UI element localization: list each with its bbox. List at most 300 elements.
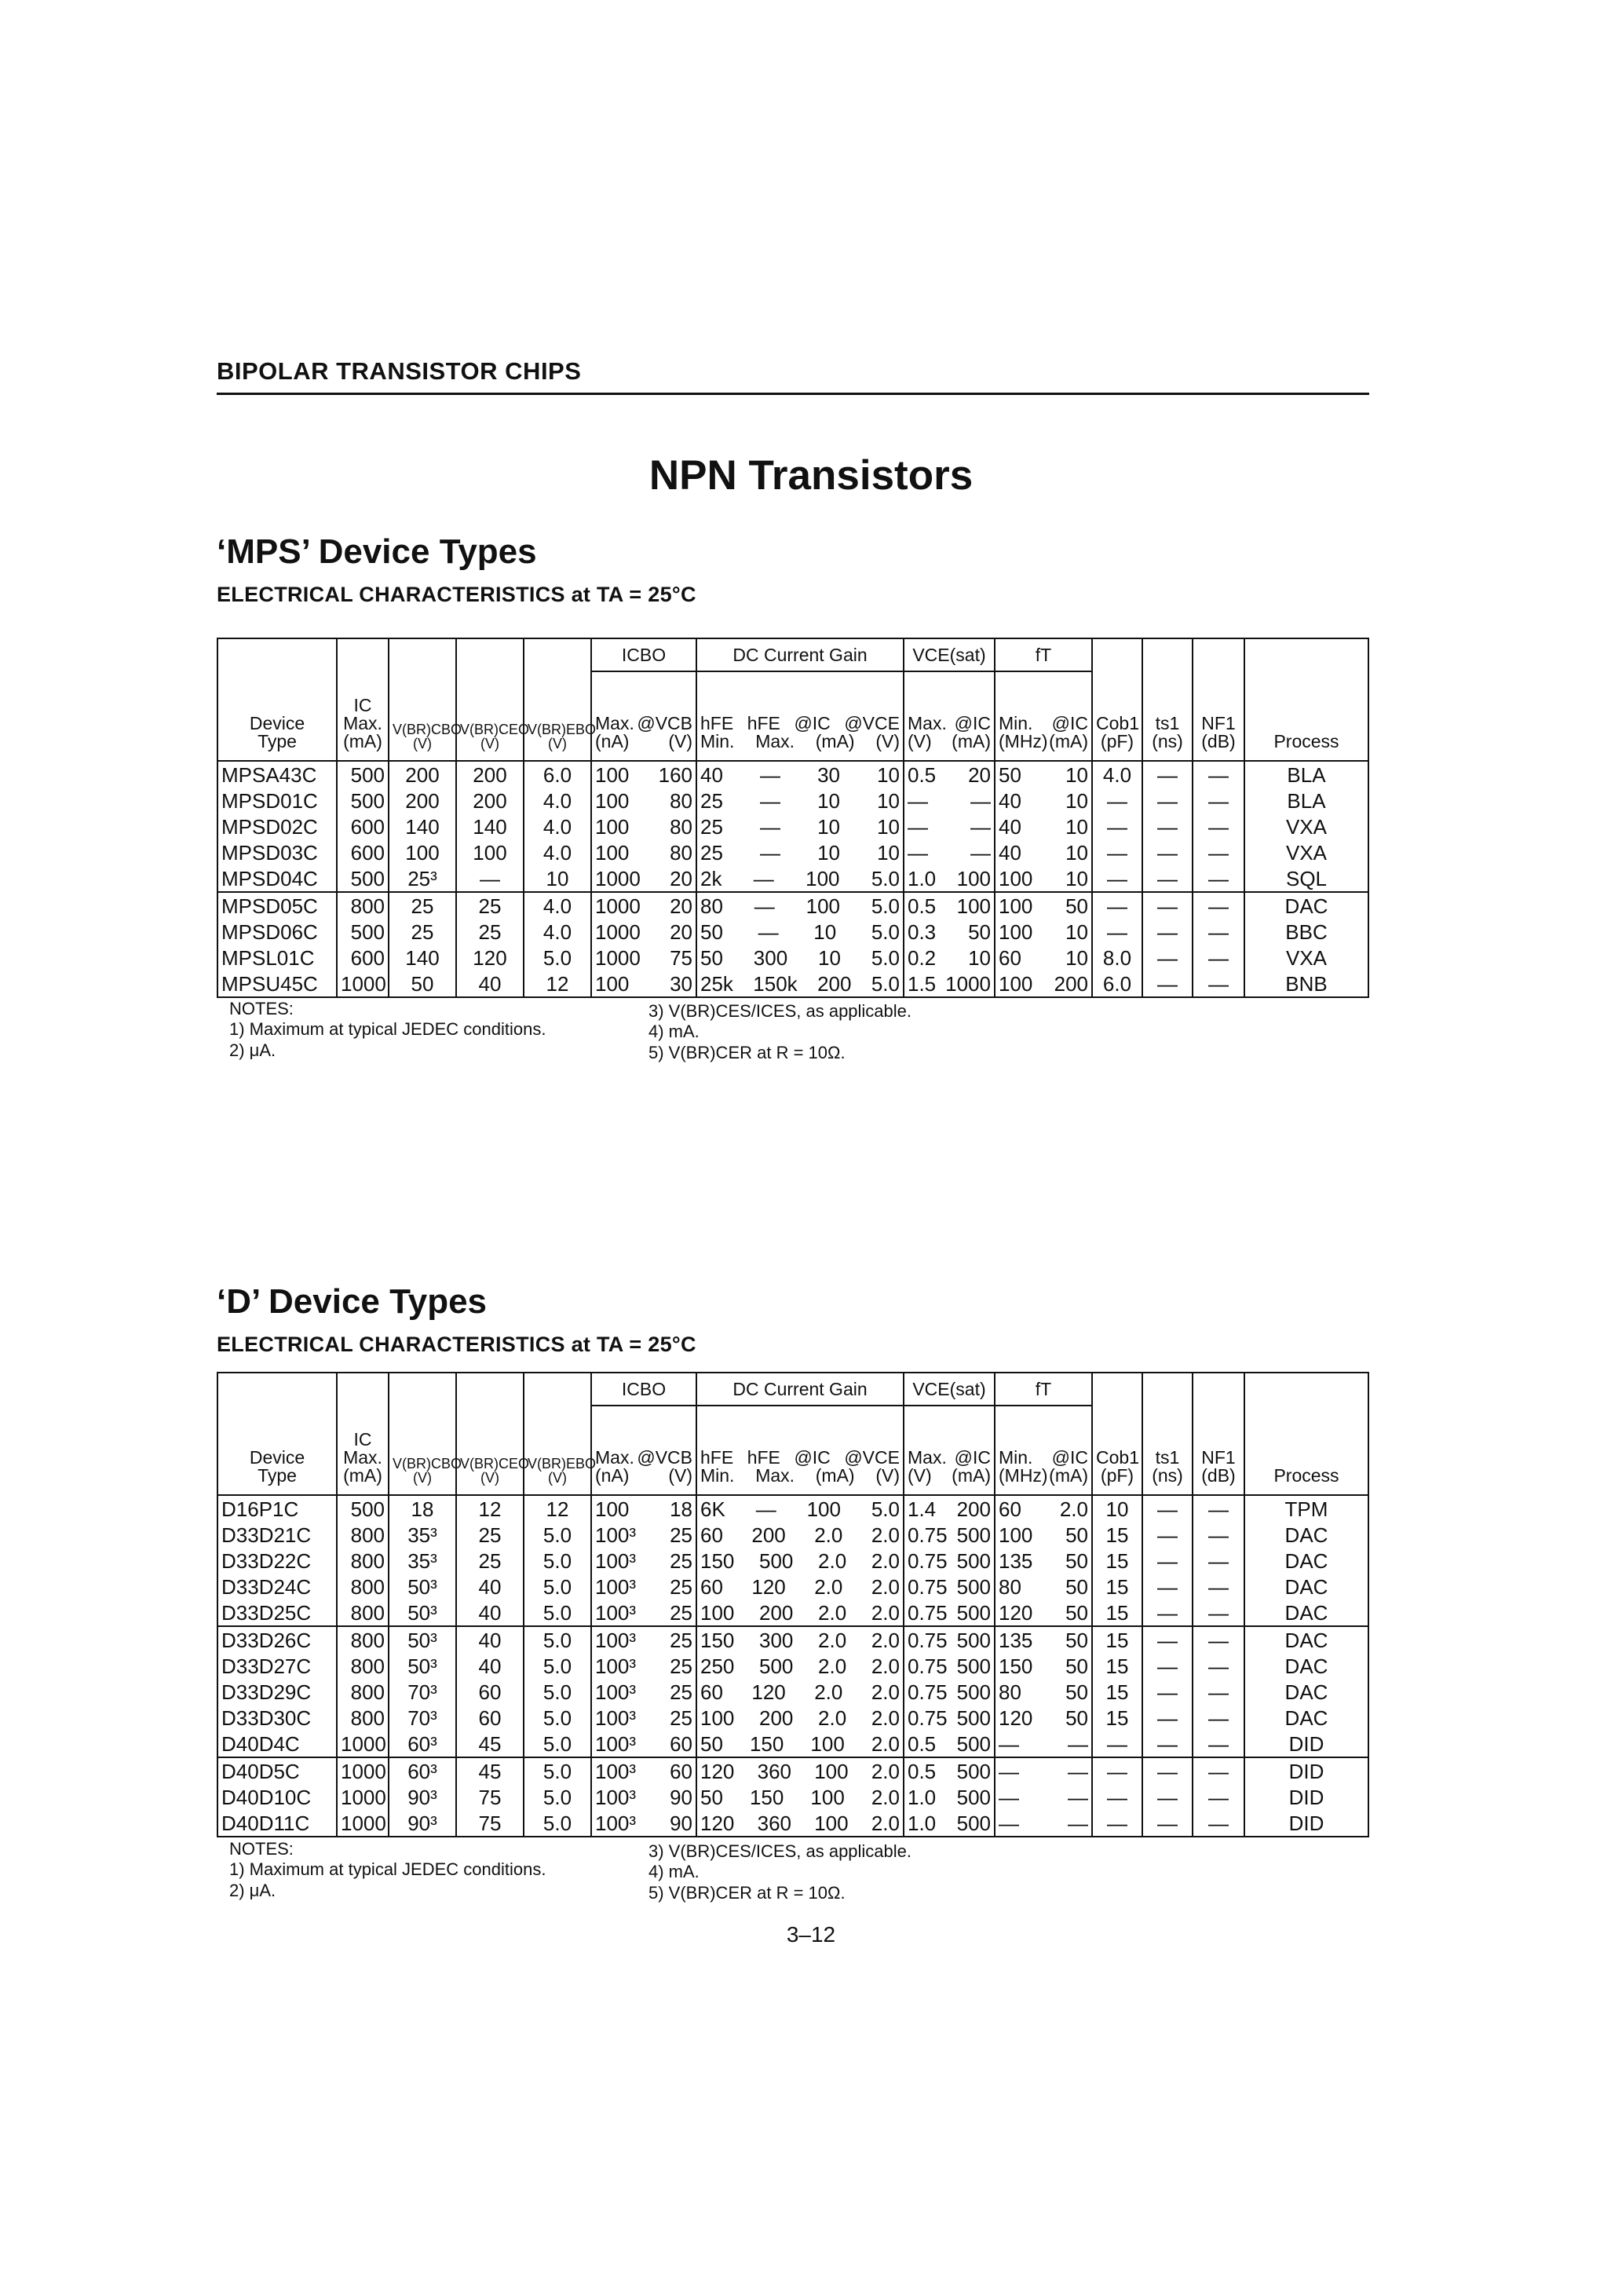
icbo-cell xyxy=(591,1653,696,1679)
table-row xyxy=(217,1784,1368,1810)
cell-value: — xyxy=(1068,1759,1088,1783)
cell-value: 80 xyxy=(999,1574,1021,1599)
table-row xyxy=(217,892,1368,919)
cell-value: 2.0 xyxy=(871,1628,900,1652)
ic-cell: 1000 xyxy=(337,1757,389,1784)
cell-value: 100 xyxy=(806,1497,841,1521)
cob-cell: 15 xyxy=(1092,1626,1142,1653)
table-row xyxy=(217,1679,1368,1705)
cell-value: — xyxy=(1068,1811,1088,1835)
cell-value: 60 xyxy=(999,1497,1021,1521)
vbrceo-cell: 25 xyxy=(456,892,524,919)
gain-cell xyxy=(696,1600,904,1626)
vbrcbo-cell: 35³ xyxy=(389,1522,456,1548)
gain-cell xyxy=(696,1548,904,1574)
icbo-cell xyxy=(591,813,696,839)
ft-cell xyxy=(995,788,1092,813)
ic-cell: 800 xyxy=(337,1653,389,1679)
cob-header: Cob1 (pF) xyxy=(1092,671,1142,761)
process-cell: VXA xyxy=(1244,945,1368,971)
vbrebo-cell: 12 xyxy=(524,971,591,997)
cell-value: 100³ xyxy=(595,1680,637,1704)
ic-cell: 500 xyxy=(337,865,389,892)
cell-value: 100³ xyxy=(595,1523,637,1547)
vcesat-cell xyxy=(904,1731,995,1757)
cell-value: 1000 xyxy=(595,919,641,944)
cell-value: 100 xyxy=(595,1497,630,1521)
cell-value: 0.75 xyxy=(908,1628,948,1652)
cell-value: 120 xyxy=(700,1811,735,1835)
section-subtitle-mps: ELECTRICAL CHARACTERISTICS at TA = 25°C xyxy=(217,583,696,606)
cob-cell: 4.0 xyxy=(1092,761,1142,788)
cell-value: 2.0 xyxy=(818,1706,847,1730)
cell-value: 500 xyxy=(759,1654,794,1678)
cell-value: 5.0 xyxy=(871,894,900,918)
vbrebo-cell: 5.0 xyxy=(524,945,591,971)
cell-value: 20 xyxy=(670,866,692,890)
vbrcbo-cell: 100 xyxy=(389,839,456,865)
cell-value: 0.2 xyxy=(908,945,937,970)
cell-value: 40 xyxy=(999,840,1021,865)
icbo-cell xyxy=(591,761,696,788)
ft-cell xyxy=(995,1548,1092,1574)
cell-value: 100 xyxy=(595,814,630,839)
icbo-cell xyxy=(591,865,696,892)
vcesat-cell xyxy=(904,1495,995,1522)
cell-value: 50 xyxy=(700,945,723,970)
ic-cell: 800 xyxy=(337,1679,389,1705)
ft-cell xyxy=(995,1705,1092,1731)
ts-cell: — xyxy=(1142,813,1193,839)
ts-header: ts1 (ns) xyxy=(1142,1406,1193,1495)
ts-cell: — xyxy=(1142,1757,1193,1784)
cell-value: 300 xyxy=(759,1628,794,1652)
ft-cell xyxy=(995,892,1092,919)
ts-cell: — xyxy=(1142,892,1193,919)
ic-cell: 500 xyxy=(337,761,389,788)
cob-cell: — xyxy=(1092,839,1142,865)
cell-value: 1.5 xyxy=(908,971,937,996)
vbrebo-cell: 5.0 xyxy=(524,1757,591,1784)
vbrceo-cell: — xyxy=(456,865,524,892)
process-cell: BLA xyxy=(1244,788,1368,813)
process-cell: VXA xyxy=(1244,813,1368,839)
vbrcbo-cell: 140 xyxy=(389,945,456,971)
vbrebo-cell: 4.0 xyxy=(524,839,591,865)
nf-header: NF1 (dB) xyxy=(1193,671,1244,761)
vbrebo-cell: 5.0 xyxy=(524,1626,591,1653)
vcesat-cell xyxy=(904,1522,995,1548)
cell-value: 100³ xyxy=(595,1628,637,1652)
ft-cell xyxy=(995,1784,1092,1810)
ts-cell: — xyxy=(1142,865,1193,892)
cell-value: 100³ xyxy=(595,1731,637,1756)
icbo-cell xyxy=(591,1679,696,1705)
cell-value: 100 xyxy=(999,971,1033,996)
process-header: Process xyxy=(1244,1406,1368,1495)
cell-value: 500 xyxy=(956,1628,991,1652)
process-cell: BBC xyxy=(1244,919,1368,945)
nf-cell: — xyxy=(1193,1784,1244,1810)
cell-value: 2.0 xyxy=(814,1574,843,1599)
cell-value: 500 xyxy=(956,1706,991,1730)
cell-value: 5.0 xyxy=(871,866,900,890)
cell-value: 150 xyxy=(749,1785,784,1809)
cell-value: — xyxy=(755,1497,776,1521)
nf-cell: — xyxy=(1193,919,1244,945)
icbo-cell xyxy=(591,788,696,813)
gain-cell xyxy=(696,1784,904,1810)
device-type-cell: D33D27C xyxy=(217,1653,337,1679)
vbrcbo-cell: 25 xyxy=(389,892,456,919)
cell-value: 2.0 xyxy=(1059,1497,1088,1521)
cell-value: 150 xyxy=(749,1731,784,1756)
cell-value: 1000 xyxy=(595,866,641,890)
vbrceo-cell: 75 xyxy=(456,1784,524,1810)
cell-value: 200 xyxy=(817,971,852,996)
cell-value: — xyxy=(1068,1731,1088,1756)
cell-value: 10 xyxy=(877,814,900,839)
vcesat-cell xyxy=(904,1679,995,1705)
cell-value: 1.0 xyxy=(908,1811,937,1835)
cell-value: 10 xyxy=(817,840,840,865)
cell-value: 40 xyxy=(999,814,1021,839)
vcesat-cell xyxy=(904,971,995,997)
cob-cell: 15 xyxy=(1092,1574,1142,1600)
cell-value: 0.5 xyxy=(908,894,937,918)
ic-cell: 800 xyxy=(337,1522,389,1548)
table-row xyxy=(217,788,1368,813)
vbrceo-cell: 40 xyxy=(456,971,524,997)
device-type-cell: D40D11C xyxy=(217,1810,337,1837)
ft-cell xyxy=(995,1522,1092,1548)
notes-left-mps: NOTES: 1) Maximum at typical JEDEC conditions. 2) μA. xyxy=(229,999,546,1060)
cell-value: 75 xyxy=(670,945,692,970)
cell-value: 10 xyxy=(813,919,837,944)
cell-value: 6K xyxy=(700,1497,725,1521)
cob-cell: 15 xyxy=(1092,1679,1142,1705)
table-row xyxy=(217,945,1368,971)
vbrcbo-cell: 18 xyxy=(389,1495,456,1522)
cell-value: 120 xyxy=(700,1759,735,1783)
notes-left-d: NOTES: 1) Maximum at typical JEDEC conditions. 2) μA. xyxy=(229,1839,546,1900)
vcesat-cell xyxy=(904,1653,995,1679)
icbo-cell xyxy=(591,1626,696,1653)
table-row xyxy=(217,1522,1368,1548)
table-row xyxy=(217,971,1368,997)
cell-value: 500 xyxy=(956,1785,991,1809)
cell-value: 10 xyxy=(1065,945,1088,970)
cell-value: 100³ xyxy=(595,1600,637,1625)
vbrebo-cell: 5.0 xyxy=(524,1600,591,1626)
device-type-cell: D33D25C xyxy=(217,1600,337,1626)
cell-value: 500 xyxy=(956,1680,991,1704)
vcesat-cell xyxy=(904,945,995,971)
cell-value: 500 xyxy=(956,1654,991,1678)
ic-cell: 1000 xyxy=(337,1784,389,1810)
section-subtitle-d: ELECTRICAL CHARACTERISTICS at TA = 25°C xyxy=(217,1333,696,1356)
cell-value: 2.0 xyxy=(871,1600,900,1625)
cell-value: 0.5 xyxy=(908,1759,937,1783)
cell-value: 0.5 xyxy=(908,1731,937,1756)
vbrcbo-cell: 50 xyxy=(389,971,456,997)
cell-value: 200 xyxy=(1054,971,1088,996)
vcesat-cell xyxy=(904,1784,995,1810)
ic-cell: 1000 xyxy=(337,971,389,997)
cell-value: 500 xyxy=(956,1811,991,1835)
vbrebo-header: V(BR)EBO (V) xyxy=(524,671,591,761)
vbrebo-cell: 5.0 xyxy=(524,1679,591,1705)
ft-cell xyxy=(995,813,1092,839)
cell-value: — xyxy=(753,866,774,890)
vcesat-cell xyxy=(904,1705,995,1731)
cell-value: 60 xyxy=(670,1731,692,1756)
ic-header: IC Max. (mA) xyxy=(337,671,389,761)
vcesat-cell xyxy=(904,1626,995,1653)
process-cell: SQL xyxy=(1244,865,1368,892)
cell-value: 90 xyxy=(670,1811,692,1835)
cell-value: 150 xyxy=(999,1654,1033,1678)
table-row xyxy=(217,1495,1368,1522)
cell-value: 360 xyxy=(757,1811,791,1835)
cell-value: 30 xyxy=(817,762,840,787)
header-title: BIPOLAR TRANSISTOR CHIPS xyxy=(217,357,582,385)
cell-value: 80 xyxy=(999,1680,1021,1704)
cell-value: 5.0 xyxy=(871,945,900,970)
vcesat-cell xyxy=(904,761,995,788)
table-row xyxy=(217,865,1368,892)
device-type-header: Device Type xyxy=(217,1406,337,1495)
nf-cell: — xyxy=(1193,839,1244,865)
ft-cell xyxy=(995,971,1092,997)
nf-cell: — xyxy=(1193,813,1244,839)
cell-value: 25 xyxy=(670,1628,692,1652)
cell-value: 500 xyxy=(956,1759,991,1783)
cell-value: 0.75 xyxy=(908,1600,948,1625)
process-cell: DAC xyxy=(1244,1653,1368,1679)
cell-value: 100 xyxy=(956,866,991,890)
icbo-group-header: ICBO xyxy=(591,638,696,671)
cell-value: 18 xyxy=(670,1497,692,1521)
cell-value: 120 xyxy=(999,1600,1033,1625)
gain-group-header: DC Current Gain xyxy=(696,638,904,671)
vbrcbo-cell: 60³ xyxy=(389,1731,456,1757)
cell-value: 2.0 xyxy=(871,1731,900,1756)
cell-value: 100 xyxy=(814,1811,849,1835)
cell-value: 100³ xyxy=(595,1574,637,1599)
process-cell: BNB xyxy=(1244,971,1368,997)
icbo-cell xyxy=(591,1784,696,1810)
cell-value: 100³ xyxy=(595,1548,637,1573)
vbrcbo-cell: 140 xyxy=(389,813,456,839)
ts-cell: — xyxy=(1142,1705,1193,1731)
table-row xyxy=(217,813,1368,839)
ic-cell: 1000 xyxy=(337,1810,389,1837)
cell-value: — xyxy=(999,1759,1019,1783)
cell-value: — xyxy=(760,762,780,787)
device-type-cell: D33D21C xyxy=(217,1522,337,1548)
ts-cell: — xyxy=(1142,919,1193,945)
cell-value: 10 xyxy=(1065,840,1088,865)
cell-value: 150 xyxy=(700,1628,735,1652)
icbo-cell xyxy=(591,839,696,865)
ts-cell: — xyxy=(1142,1679,1193,1705)
cell-value: 0.75 xyxy=(908,1680,948,1704)
ft-cell xyxy=(995,1653,1092,1679)
ic-cell: 500 xyxy=(337,788,389,813)
cell-value: 100 xyxy=(806,866,840,890)
cell-value: 100³ xyxy=(595,1706,637,1730)
vbrcbo-header: V(BR)CBO (V) xyxy=(389,671,456,761)
icbo-cell xyxy=(591,1548,696,1574)
cell-value: 100 xyxy=(595,840,630,865)
cell-value: — xyxy=(758,919,779,944)
cob-cell: 15 xyxy=(1092,1653,1142,1679)
cell-value: 50 xyxy=(968,919,991,944)
vcesat-sub-header: Max. @IC (V) (mA) xyxy=(904,671,995,761)
ic-cell: 800 xyxy=(337,892,389,919)
ft-cell xyxy=(995,1495,1092,1522)
nf-cell: — xyxy=(1193,788,1244,813)
cob-cell: 15 xyxy=(1092,1705,1142,1731)
vbrcbo-cell: 200 xyxy=(389,761,456,788)
cell-value: — xyxy=(760,814,780,839)
vbrebo-cell: 5.0 xyxy=(524,1548,591,1574)
vbrcbo-cell: 200 xyxy=(389,788,456,813)
process-cell: DID xyxy=(1244,1784,1368,1810)
gain-cell xyxy=(696,1626,904,1653)
gain-cell xyxy=(696,1653,904,1679)
device-type-cell: D33D29C xyxy=(217,1679,337,1705)
cell-value: 50 xyxy=(1065,1523,1088,1547)
nf-cell: — xyxy=(1193,1705,1244,1731)
cell-value: 20 xyxy=(670,919,692,944)
cell-value: 10 xyxy=(877,762,900,787)
gain-cell xyxy=(696,919,904,945)
ft-cell xyxy=(995,761,1092,788)
vbrceo-cell: 25 xyxy=(456,1522,524,1548)
icbo-cell xyxy=(591,1757,696,1784)
vbrceo-cell: 140 xyxy=(456,813,524,839)
ic-cell: 800 xyxy=(337,1574,389,1600)
nf-cell: — xyxy=(1193,1600,1244,1626)
notes-right-d: 3) V(BR)CES/ICES, as applicable. 4) mA. 5) V(BR)CER at R = 10Ω. xyxy=(648,1841,912,1903)
cell-value: 500 xyxy=(956,1548,991,1573)
vbrcbo-cell: 25 xyxy=(389,919,456,945)
ic-cell: 600 xyxy=(337,839,389,865)
cell-value: 100 xyxy=(700,1600,735,1625)
gain-cell xyxy=(696,892,904,919)
cell-value: 300 xyxy=(753,945,788,970)
device-type-cell: MPSD05C xyxy=(217,892,337,919)
icbo-cell xyxy=(591,1810,696,1837)
process-cell: DAC xyxy=(1244,1574,1368,1600)
ts-cell: — xyxy=(1142,1600,1193,1626)
gain-cell xyxy=(696,788,904,813)
cob-cell: 6.0 xyxy=(1092,971,1142,997)
ft-group-header: fT xyxy=(995,638,1092,671)
vbrebo-cell: 5.0 xyxy=(524,1784,591,1810)
vbrebo-cell: 4.0 xyxy=(524,892,591,919)
cob-cell: — xyxy=(1092,865,1142,892)
cell-value: 25 xyxy=(670,1600,692,1625)
vbrcbo-cell: 25³ xyxy=(389,865,456,892)
gain-cell xyxy=(696,813,904,839)
nf-cell: — xyxy=(1193,892,1244,919)
vcesat-cell xyxy=(904,1574,995,1600)
cell-value: 60 xyxy=(670,1759,692,1783)
gain-group-header: DC Current Gain xyxy=(696,1373,904,1406)
ft-group-header: fT xyxy=(995,1373,1092,1406)
table-row xyxy=(217,1574,1368,1600)
cell-value: 500 xyxy=(759,1548,794,1573)
vbrebo-cell: 4.0 xyxy=(524,919,591,945)
section-title-d: ‘D’ Device Types xyxy=(217,1282,488,1321)
cell-value: 2.0 xyxy=(871,1785,900,1809)
header-rule xyxy=(217,393,1369,395)
spec-table-d xyxy=(217,1372,1369,1837)
cell-value: 150k xyxy=(753,971,798,996)
ts-cell: — xyxy=(1142,1784,1193,1810)
cell-value: — xyxy=(999,1785,1019,1809)
cell-value: — xyxy=(999,1811,1019,1835)
vcesat-cell xyxy=(904,919,995,945)
vbrebo-cell: 5.0 xyxy=(524,1810,591,1837)
cell-value: 100 xyxy=(595,971,630,996)
ft-sub-header: Min. @IC (MHz) (mA) xyxy=(995,671,1092,761)
vcesat-cell xyxy=(904,1600,995,1626)
cell-value: 1000 xyxy=(945,971,991,996)
cell-value: 500 xyxy=(956,1574,991,1599)
vbrebo-cell: 5.0 xyxy=(524,1731,591,1757)
vbrceo-cell: 60 xyxy=(456,1679,524,1705)
cell-value: 500 xyxy=(956,1731,991,1756)
icbo-cell xyxy=(591,945,696,971)
cell-value: 135 xyxy=(999,1548,1033,1573)
cell-value: 20 xyxy=(968,762,991,787)
cell-value: — xyxy=(754,894,775,918)
nf-cell: — xyxy=(1193,865,1244,892)
device-type-cell: D33D26C xyxy=(217,1626,337,1653)
ft-cell xyxy=(995,1679,1092,1705)
cell-value: 60 xyxy=(700,1523,723,1547)
process-cell: DAC xyxy=(1244,1679,1368,1705)
cell-value: 50 xyxy=(1065,1628,1088,1652)
ic-header: IC Max. (mA) xyxy=(337,1406,389,1495)
nf-cell: — xyxy=(1193,1810,1244,1837)
cob-cell: — xyxy=(1092,1784,1142,1810)
ts-cell: — xyxy=(1142,1626,1193,1653)
vcesat-cell xyxy=(904,1810,995,1837)
cell-value: — xyxy=(908,788,928,813)
cell-value: 25 xyxy=(670,1706,692,1730)
cell-value: 25 xyxy=(670,1654,692,1678)
vcesat-cell xyxy=(904,839,995,865)
vbrceo-cell: 60 xyxy=(456,1705,524,1731)
cell-value: 25 xyxy=(670,1523,692,1547)
device-type-cell: MPSU45C xyxy=(217,971,337,997)
cell-value: 25 xyxy=(670,1680,692,1704)
ts-cell: — xyxy=(1142,839,1193,865)
gain-cell xyxy=(696,865,904,892)
cell-value: 200 xyxy=(759,1706,794,1730)
nf-cell: — xyxy=(1193,1653,1244,1679)
ft-cell xyxy=(995,919,1092,945)
cob-cell: — xyxy=(1092,813,1142,839)
cell-value: 0.75 xyxy=(908,1574,948,1599)
cell-value: — xyxy=(760,788,780,813)
cell-value: 0.5 xyxy=(908,762,937,787)
